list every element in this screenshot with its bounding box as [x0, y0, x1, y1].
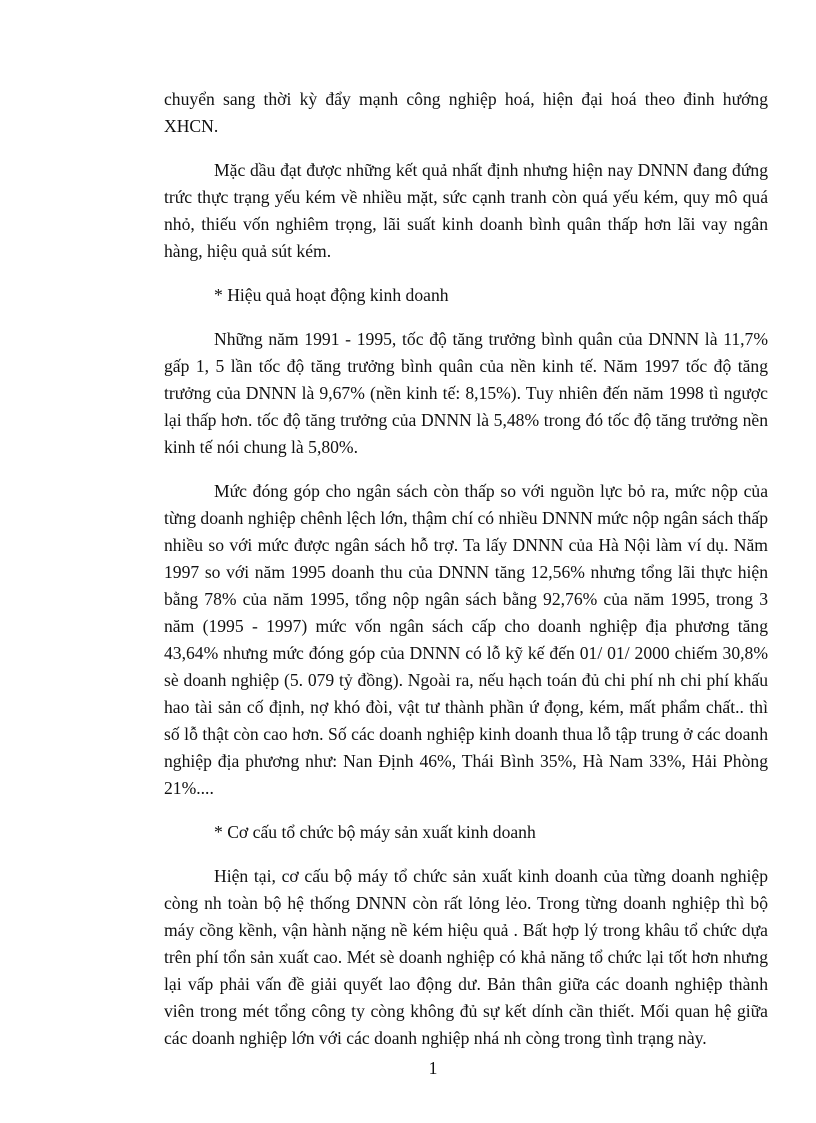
- paragraph: Mức đóng góp cho ngân sách còn thấp so với nguồn lực bỏ ra, mức nộp của từng doanh nghiệp chênh lệch lớn, thậm chí có nhiều DNNN mức nộp ngân sách thấp nhiều so với mức được ngân sách hỗ trợ. Ta lấy DNNN của Hà Nội làm ví dụ. Năm 1997 so với năm 1995 doanh thu của DNNN tăng 12,56% nhưng tổng lãi thực hiện bằng 78% của năm 1995, tổng nộp ngân sách bằng 92,76% của năm 1995, trong 3 năm (1995 - 1997) mức vốn ngân sách cấp cho doanh nghiệp địa phương tăng 43,64% nhưng mức đóng góp của DNNN có lỗ kỹ kế đến 01/ 01/ 2000 chiếm 30,8% sè doanh nghiệp (5. 079 tỷ đồng). Ngoài ra, nếu hạch toán đủ chi phí nh chi phí khấu hao tài sản cố định, nợ khó đòi, vật tư thành phần ứ đọng, kém, mất phẩm chất.. thì số lỗ thật còn cao hơn. Số các doanh nghiệp kinh doanh thua lỗ tập trung ở các doanh nghiệp địa phương như: Nan Định 46%, Thái Bình 35%, Hà Nam 33%, Hải Phòng 21%....: [164, 481, 768, 798]
- section-heading: * Hiệu quả hoạt động kinh doanh: [214, 285, 449, 305]
- paragraph: chuyển sang thời kỳ đẩy mạnh công nghiệp hoá, hiện đại hoá theo đinh hướng XHCN.: [164, 89, 768, 136]
- section-heading: * Cơ cấu tổ chức bộ máy sản xuất kinh doanh: [214, 822, 536, 842]
- paragraph: Hiện tại, cơ cấu bộ máy tổ chức sản xuất kinh doanh của từng doanh nghiệp còng nh toàn bộ hệ thống DNNN còn rất lỏng lẻo. Trong từng doanh nghiệp thì bộ máy cồng kềnh, vận hành nặng nề kém hiệu quả . Bất hợp lý trong khâu tổ chức dựa trên phí tổn sản xuất cao. Mét sè doanh nghiệp có khả năng tổ chức lại tốt hơn nhưng lại vấp phải vấn đề giải quyết lao động dư. Bản thân giữa các doanh nghiệp thành viên trong mét tổng công ty còng không đủ sự kết dính cần thiết. Mối quan hệ giữa các doanh nghiệp lớn với các doanh nghiệp nhá nh còng trong tình trạng này.: [164, 866, 768, 1048]
- paragraph: Mặc dầu đạt được những kết quả nhất định nhưng hiện nay DNNN đang đứng trức thực trạng yếu kém về nhiều mặt, sức cạnh tranh còn quá yếu kém, quy mô quá nhỏ, thiếu vốn nghiêm trọng, lãi suất kinh doanh bình quân thấp hơn lãi vay ngân hàng, hiệu quả sút kém.: [164, 160, 768, 261]
- page-number: 1: [428, 1058, 438, 1078]
- document-body: [164, 86, 768, 1069]
- paragraph: Những năm 1991 - 1995, tốc độ tăng trưởng bình quân của DNNN là 11,7% gấp 1, 5 lần tốc độ tăng trưởng bình quân của nền kinh tế. Năm 1997 tốc độ tăng trưởng của DNNN là 9,67% (nền kinh tế: 8,15%). Tuy nhiên đến năm 1998 tì ngược lại thấp hơn. tốc độ tăng trưởng của DNNN là 5,48% trong đó tốc độ tăng trưởng nền kinh tế nói chung là 5,80%.: [164, 329, 768, 457]
